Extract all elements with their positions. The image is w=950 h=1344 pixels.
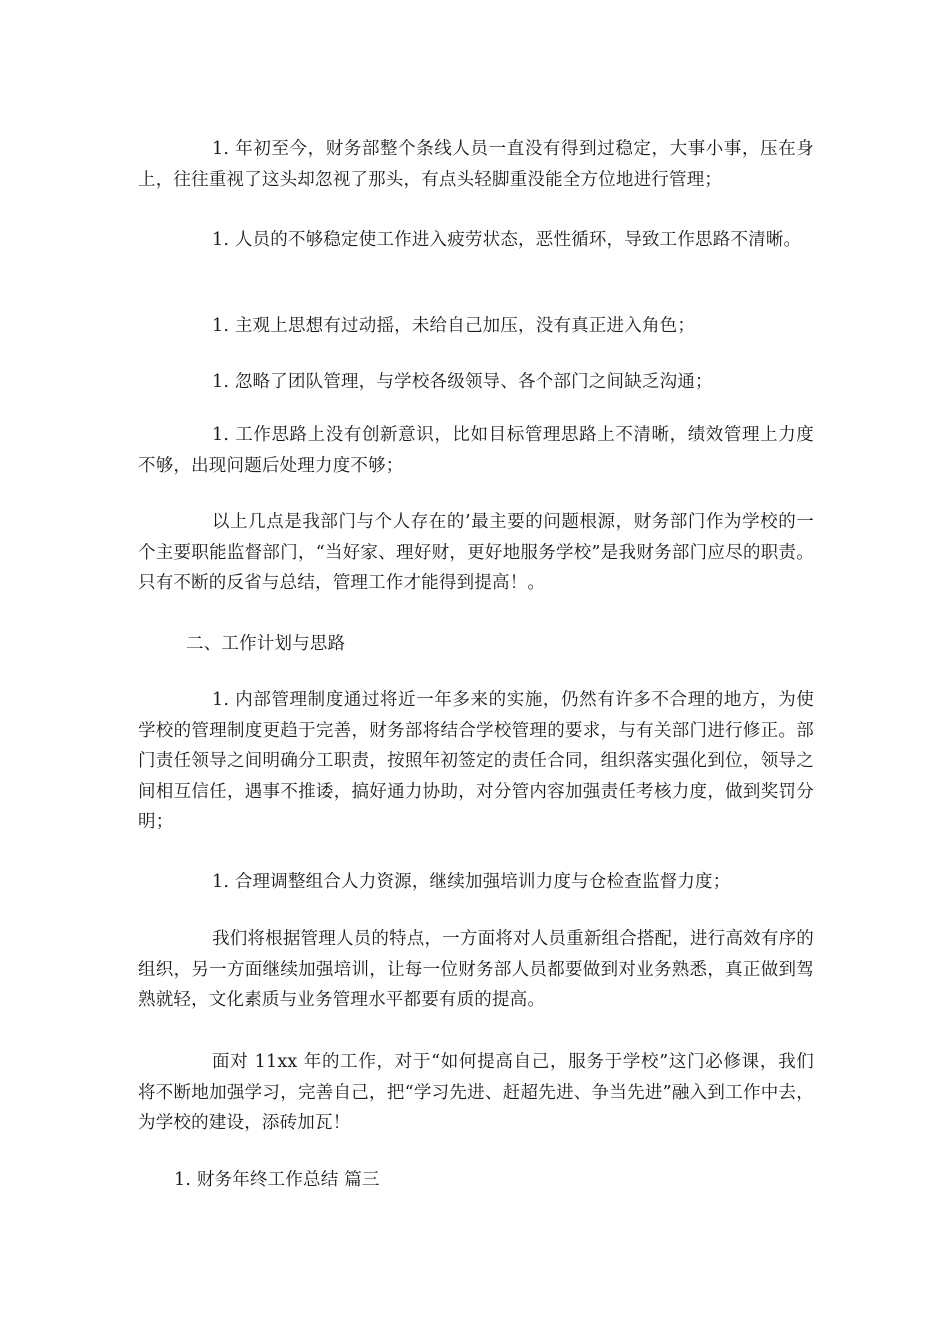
paragraph-plan-management-system: 1. 内部管理制度通过将近一年多来的实施，仍然有许多不合理的地方，为使学校的管理制度更趋于完善，财务部将结合学校管理的要求，与有关部门进行修正。部门责任领导之间明确分工职责，按照年初签定的责任合同，组织落实强化到位，领导之间相互信任，遇事不推诿，搞好通力协助，对分管内容加强责任考核力度，做到奖罚分明； (138, 690, 814, 832)
section-heading-work-plan: 二、工作计划与思路 (186, 634, 346, 654)
paragraph-problem-innovation: 1. 工作思路上没有创新意识，比如目标管理思路上不清晰，绩效管理上力度不够，出现问题后处理力度不够； (138, 425, 814, 476)
paragraph-plan-human-resources: 1. 合理调整组合人力资源，继续加强培训力度与仓检查监督力度； (212, 872, 731, 892)
paragraph-problem-communication: 1. 忽略了团队管理，与学校各级领导、各个部门之间缺乏沟通； (212, 372, 713, 392)
paragraph-problem-staffing: 1. 年初至今，财务部整个条线人员一直没有得到过稳定，大事小事，压在身上，往往重视了这头却忽视了那头，有点头轻脚重没能全方位地进行管理； (138, 139, 814, 190)
paragraph-plan-outlook: 面对 11xx 年的工作，对于“如何提高自己，服务于学校”这门必修课，我们将不断地加强学习，完善自己，把“学习先进、赶超先进、争当先进”融入到工作中去，为学校的建设，添砖加瓦！ (138, 1052, 814, 1133)
paragraph-plan-training: 我们将根据管理人员的特点，一方面将对人员重新组合搭配，进行高效有序的组织，另一方面继续加强培训，让每一位财务部人员都要做到对业务熟悉，真正做到驾熟就轻，文化素质与业务管理水平都要有质的提高。 (138, 929, 814, 1010)
paragraph-summary-root-causes: 以上几点是我部门与个人存在的’最主要的问题根源，财务部门作为学校的一个主要职能监督部门，“当好家、理好财，更好地服务学校”是我财务部门应尽的职责。只有不断的反省与总结，管理工作才能得到提高！。 (138, 512, 814, 593)
paragraph-problem-mindset: 1. 主观上思想有过动摇，未给自己加压，没有真正进入角色； (212, 316, 696, 336)
next-section-title: 1. 财务年终工作总结 篇三 (174, 1170, 380, 1190)
paragraph-problem-fatigue: 1. 人员的不够稳定使工作进入疲劳状态，恶性循环，导致工作思路不清晰。 (212, 230, 802, 250)
